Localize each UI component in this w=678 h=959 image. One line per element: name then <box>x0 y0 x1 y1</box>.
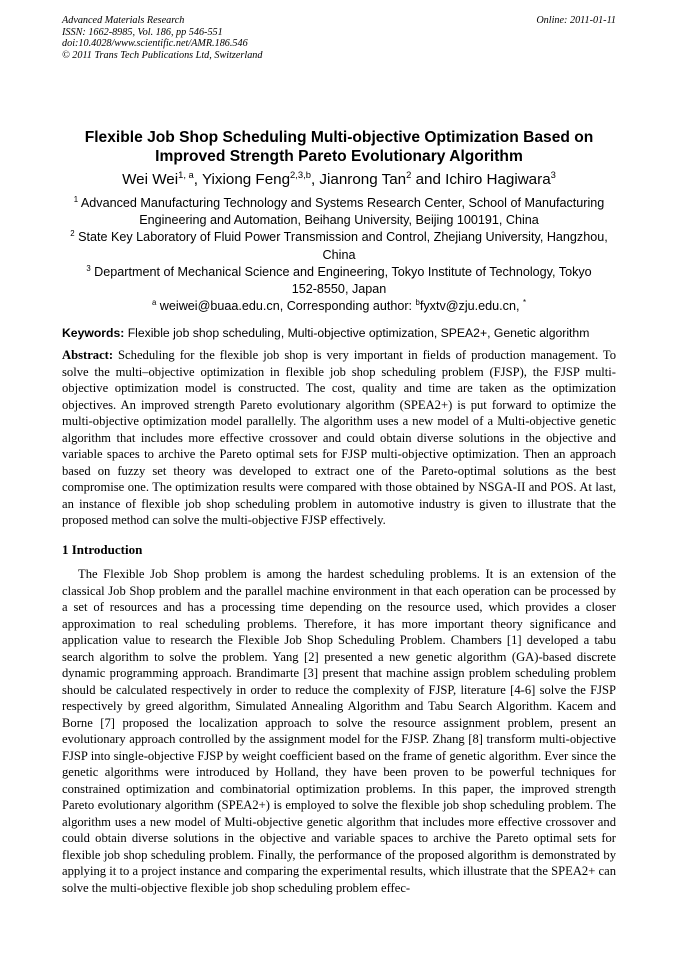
introduction-paragraph: The Flexible Job Shop problem is among the hardest scheduling problems. It is an extension of the classical Job Shop problem and the parallel machine environment in that each operation can be processed by a set of resources and has a processing time depending on the resource used, which provides a closer approximation to real scheduling problems. Therefore, it has more important theory significance and application value to research the Flexible Job Shop Scheduling Problem. Chambers [1] developed a tabu search algorithm to solve the problem. Yang [2] presented a new genetic algorithm (GA)-based discrete dynamic programming approach. Brandimarte [3] present that machine assign problem scheduling problem should be calculated respectively in order to reduce the complexity of FJSP, literature [4-6] solve the FJSP respectively by greed algorithm, Simulated Annealing Algorithm and Tabu Search Algorithm. Kacem and Borne [7] proposed the localization approach to solve the resource assignment problem, present an evolutionary approach controlled by the assignment model for the FJSP. Zhang [8] transform multi-objective FJSP into single-objective FJSP by weight coefficient based on the frame of genetic algorithm. Ever since the genetic algorithms were introduced by Holland, they have been proven to be powerful techniques for constrained optimization and combinatorial optimization problems. In this paper, the improved strength Pareto evolutionary algorithm (SPEA2+) is employed to solve the flexible job shop scheduling problem. The algorithm uses a new model of Multi-objective genetic algorithm that includes more effective crossover and could obtain diverse solutions in the objective and variable spaces to archive the Pareto optimal sets for flexible job shop scheduling problem. Finally, the performance of the proposed algorithm is demonstrated by applying it to a project instance and comparing the experimental results, which illustrate that the SPEA2+ can solve the multi-objective flexible job shop scheduling problem effec- <box>62 567 616 895</box>
affil-marker: 1 <box>73 194 79 204</box>
keywords-label: Keywords: <box>62 326 125 340</box>
doi-line: doi:10.4028/www.scientific.net/AMR.186.546 <box>62 38 248 50</box>
keywords-text: Flexible job shop scheduling, Multi-objective optimization, SPEA2+, Genetic algorithm <box>124 326 590 340</box>
affiliation-2-line-1 <box>55 229 623 246</box>
author-name: , Jianrong Tan <box>310 171 407 188</box>
title-line-2: Improved Strength Pareto Evolutionary Algorithm <box>155 148 523 165</box>
introduction <box>62 566 616 896</box>
email-marker: * <box>522 298 527 308</box>
affiliation-1-line-2: Engineering and Automation, Beihang University, Beijing 100191, China <box>139 213 539 228</box>
online-date: Online: 2011-01-11 <box>536 15 616 26</box>
affil-marker: 2 <box>70 229 75 239</box>
affil-text: State Key Laboratory of Fluid Power Transmission and Control, Zhejiang University, Hangzhou, <box>74 230 608 245</box>
affiliation-2-line-2: China <box>322 247 356 262</box>
affil-marker: 3 <box>86 263 91 273</box>
email-text: weiwei@buaa.edu.cn, Corresponding author: <box>156 299 416 314</box>
copyright-line: © 2011 Trans Tech Publications Ltd, Switzerland <box>62 49 263 61</box>
author-name: , Yixiong Feng <box>193 171 291 188</box>
section-heading: 1 Introduction <box>62 542 143 557</box>
journal-header <box>62 15 616 61</box>
author-name: and Ichiro Hagiwara <box>411 171 551 188</box>
author-affil-marker: 3 <box>550 168 556 180</box>
affiliations <box>55 195 623 315</box>
author-list <box>40 170 638 190</box>
email-marker: a <box>151 298 157 308</box>
keywords <box>62 325 622 341</box>
issn-line: ISSN: 1662-8985, Vol. 186, pp 546-551 <box>62 26 223 38</box>
author-name: Wei Wei <box>122 171 179 188</box>
abstract-text: Scheduling for the flexible job shop is very important in fields of production management. To solve the multi–objective optimization in flexible job shop scheduling problem (FJSP), the FJSP multi-objective optimization model is constructed. The cost, quality and time are taken as the optimization objectives. An improved strength Pareto evolutionary algorithm (SPEA2+) is put forward to optimize the multi-objective optimization model parallelly. The algorithm uses a new model of a Multi-objective genetic algorithm that includes more effective crossover and could obtain diverse solutions in the objective and variable spaces to archive the Pareto optimal sets for FJSP multi-objective optimization. Then an approach based on fuzzy set theory was developed to extract one of the Pareto-optimal solutions as the best compromise one. The optimization results were compared with those obtained by NSGA-II and POS. At last, an instance of flexible job shop scheduling problem in automotive industry is given to illustrate that the proposed method can solve the multi-objective FJSP effectively. <box>62 348 616 527</box>
paper-title <box>40 128 638 166</box>
affiliation-1-line-1 <box>55 195 623 212</box>
title-line-1: Flexible Job Shop Scheduling Multi-objective Optimization Based on <box>84 129 594 146</box>
affiliation-3-line-1 <box>55 264 623 281</box>
journal-name: Advanced Materials Research <box>62 15 185 26</box>
affil-text: Department of Mechanical Science and Engineering, Tokyo Institute of Technology, Tokyo <box>90 264 592 279</box>
abstract-label: Abstract: <box>62 348 114 362</box>
author-affil-marker: 2 <box>406 168 412 180</box>
author-affil-marker: 2,3,b <box>290 168 311 180</box>
email-line <box>55 298 623 315</box>
affil-text: Advanced Manufacturing Technology and Systems Research Center, School of Manufacturing <box>78 196 605 210</box>
email-marker: b <box>415 298 420 308</box>
abstract-paragraph <box>62 347 616 529</box>
author-affil-marker: 1, a <box>178 168 194 180</box>
abstract <box>62 347 616 529</box>
affiliation-3-line-2: 152-8550, Japan <box>291 282 387 297</box>
email-text: fyxtv@zju.edu.cn, <box>419 299 523 314</box>
